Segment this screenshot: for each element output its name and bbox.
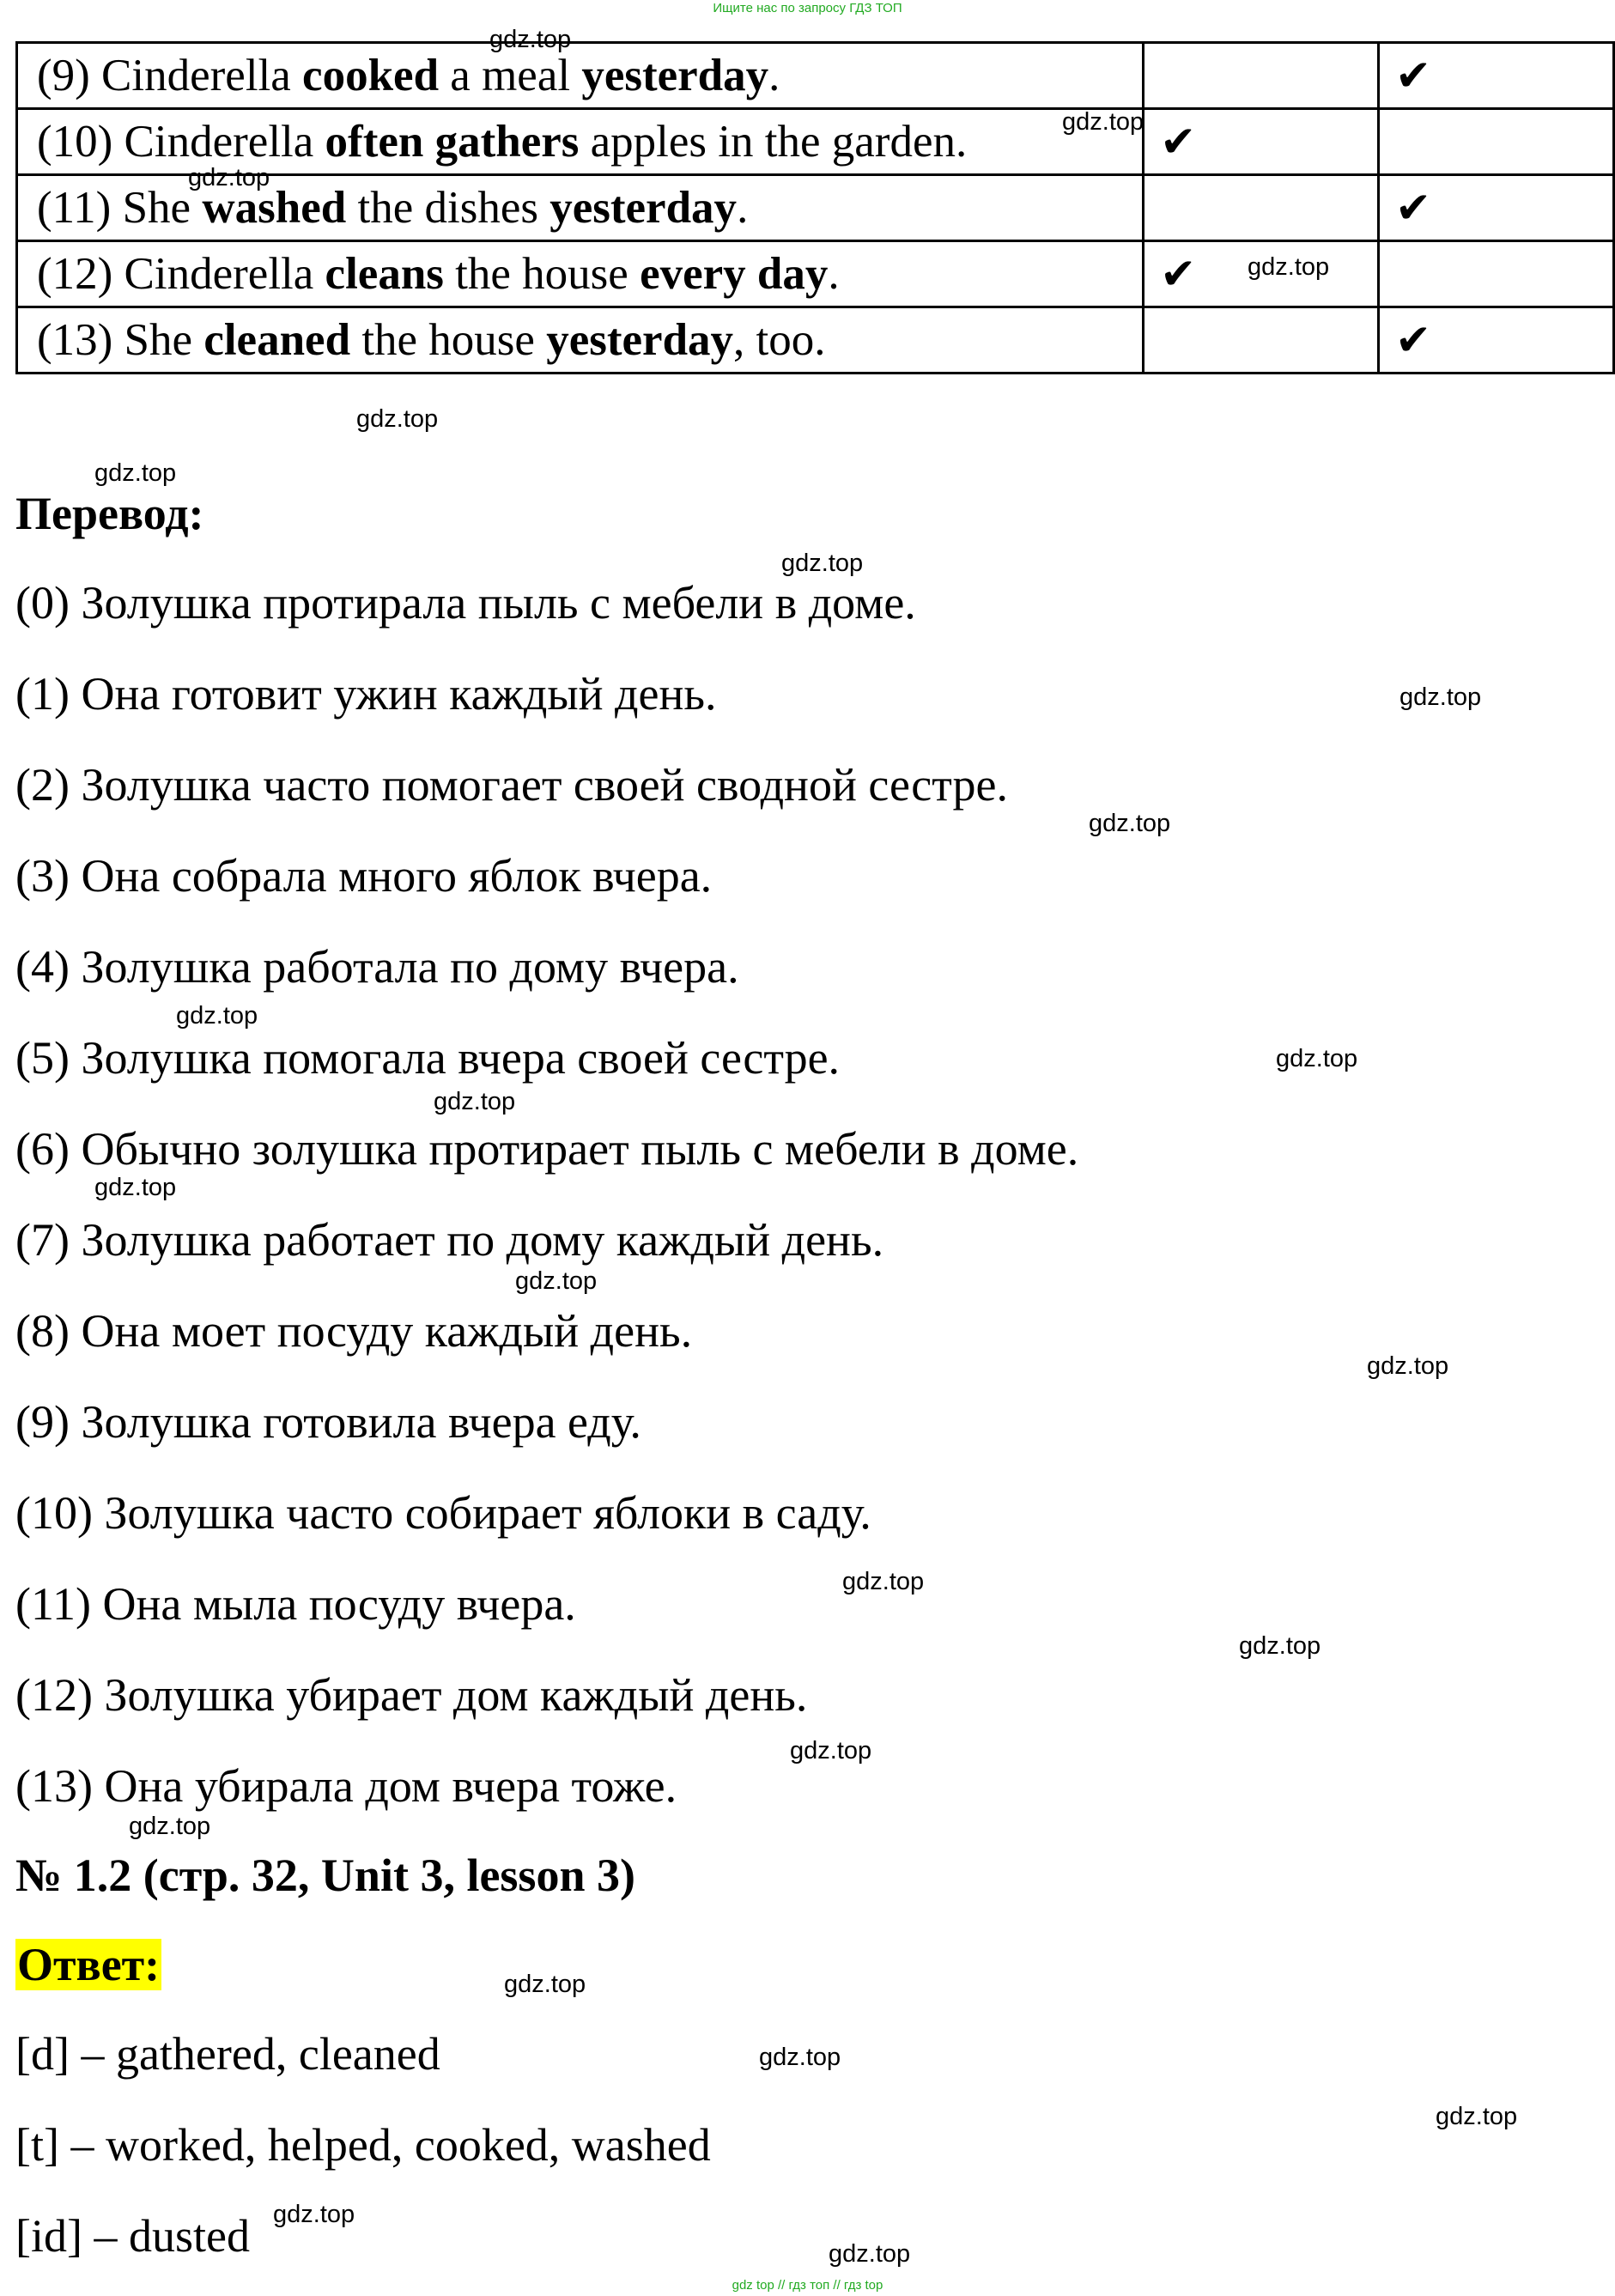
check-mark-icon: ✔ — [1160, 116, 1197, 167]
sentence-cell — [17, 109, 1144, 175]
translation-line: (13) Она убирала дом вчера тоже. — [15, 1760, 677, 1812]
watermark: gdz.top — [94, 459, 177, 487]
past-simple-cell — [1379, 241, 1614, 307]
highlighted-verb: yesterday — [546, 314, 734, 365]
translation-line: (3) Она собрала много яблок вчера. — [15, 850, 713, 902]
sentence-text: . — [768, 50, 780, 100]
bottom-banner: gdz top // гдз топ // гдз top — [732, 2278, 883, 2293]
translation-line: (10) Золушка часто собирает яблоки в саду. — [15, 1487, 871, 1539]
translation-line: (5) Золушка помогала вчера своей сестре. — [15, 1032, 841, 1084]
watermark: gdz.top — [1276, 1045, 1358, 1072]
watermark: gdz.top — [273, 2201, 355, 2228]
answer-label-text: Ответ: — [17, 1939, 161, 1990]
watermark: gdz.top — [1367, 1352, 1449, 1380]
sentence-cell — [17, 307, 1144, 374]
highlighted-verb: every day — [640, 248, 829, 299]
sentence-text: . — [737, 182, 749, 233]
table-row — [17, 307, 1614, 374]
present-simple-cell — [1144, 175, 1379, 241]
watermark: gdz.top — [781, 550, 864, 577]
sentence-text: the house — [443, 248, 641, 299]
translation-heading: Перевод: — [15, 488, 204, 539]
highlighted-verb: yesterday — [581, 50, 769, 100]
watermark: gdz.top — [434, 1088, 516, 1115]
translation-line: (0) Золушка протирала пыль с мебели в доме. — [15, 577, 916, 629]
past-simple-cell — [1379, 43, 1614, 109]
translation-line: (4) Золушка работала по дому вчера. — [15, 941, 739, 993]
sentence-text: (13) She — [37, 314, 204, 365]
watermark: gdz.top — [188, 164, 270, 191]
past-simple-cell — [1379, 175, 1614, 241]
highlighted-verb: cleaned — [203, 314, 351, 365]
watermark: gdz.top — [176, 1002, 258, 1030]
translation-line: (12) Золушка убирает дом каждый день. — [15, 1669, 808, 1721]
watermark: gdz.top — [829, 2240, 911, 2268]
present-simple-cell — [1144, 109, 1379, 175]
highlighted-verb: washed — [202, 182, 347, 233]
present-simple-cell — [1144, 43, 1379, 109]
translation-line: (11) Она мыла посуду вчера. — [15, 1578, 576, 1630]
translation-line: (9) Золушка готовила вчера еду. — [15, 1396, 641, 1448]
watermark: gdz.top — [504, 1971, 586, 1998]
translation-line: (8) Она моет посуду каждый день. — [15, 1305, 693, 1357]
highlighted-verb: cleans — [325, 248, 444, 299]
translation-line: (2) Золушка часто помогает своей сводной сестре. — [15, 759, 1008, 811]
watermark: gdz.top — [1436, 2103, 1518, 2130]
sentence-text: (10) Cinderella — [37, 116, 325, 167]
translation-line: (6) Обычно золушка протирает пыль с мебели в доме. — [15, 1123, 1079, 1175]
check-mark-icon: ✔ — [1395, 50, 1431, 100]
top-banner: Ищите нас по запросу ГДЗ ТОП — [713, 1, 902, 15]
check-mark-icon: ✔ — [1395, 314, 1431, 365]
watermark: gdz.top — [1399, 683, 1482, 711]
sentence-text: (12) Cinderella — [37, 248, 325, 299]
past-simple-cell — [1379, 307, 1614, 374]
sentence-text: a meal — [439, 50, 582, 100]
sentence-text: . — [828, 248, 840, 299]
watermark: gdz.top — [1239, 1632, 1321, 1660]
check-mark-icon: ✔ — [1395, 182, 1431, 233]
watermark: gdz.top — [1248, 253, 1330, 281]
sentence-text: apples in the garden. — [579, 116, 968, 167]
highlighted-verb: often gathers — [325, 116, 580, 167]
sentence-cell — [17, 43, 1144, 109]
watermark: gdz.top — [129, 1813, 211, 1840]
watermark: gdz.top — [790, 1737, 872, 1765]
watermark: gdz.top — [94, 1174, 177, 1201]
sentence-cell — [17, 175, 1144, 241]
table-row — [17, 43, 1614, 109]
answer-label — [15, 1941, 161, 1988]
sentence-text: the dishes — [346, 182, 550, 233]
highlighted-verb: cooked — [302, 50, 440, 100]
translation-line: (1) Она готовит ужин каждый день. — [15, 668, 717, 720]
present-simple-cell — [1144, 307, 1379, 374]
watermark: gdz.top — [356, 405, 439, 433]
highlighted-verb: yesterday — [549, 182, 738, 233]
table-row — [17, 241, 1614, 307]
sentence-text: (11) She — [37, 182, 203, 233]
watermark: gdz.top — [842, 1568, 925, 1595]
watermark: gdz.top — [759, 2044, 841, 2071]
answer-line: [id] – dusted — [15, 2210, 250, 2262]
check-mark-icon: ✔ — [1160, 248, 1197, 299]
answer-line: [d] – gathered, cleaned — [15, 2028, 440, 2080]
sentence-cell — [17, 241, 1144, 307]
watermark: gdz.top — [515, 1267, 598, 1295]
translation-line: (7) Золушка работает по дому каждый день. — [15, 1214, 884, 1266]
answer-table — [15, 41, 1615, 374]
watermark: gdz.top — [489, 26, 572, 53]
answer-line: [t] – worked, helped, cooked, washed — [15, 2119, 711, 2171]
past-simple-cell — [1379, 109, 1614, 175]
watermark: gdz.top — [1089, 810, 1171, 837]
exercise-heading: № 1.2 (стр. 32, Unit 3, lesson 3) — [15, 1850, 635, 1901]
sentence-text: the house — [350, 314, 547, 365]
sentence-text: , too. — [733, 314, 826, 365]
sentence-text: (9) Cinderella — [37, 50, 303, 100]
watermark: gdz.top — [1062, 108, 1144, 136]
